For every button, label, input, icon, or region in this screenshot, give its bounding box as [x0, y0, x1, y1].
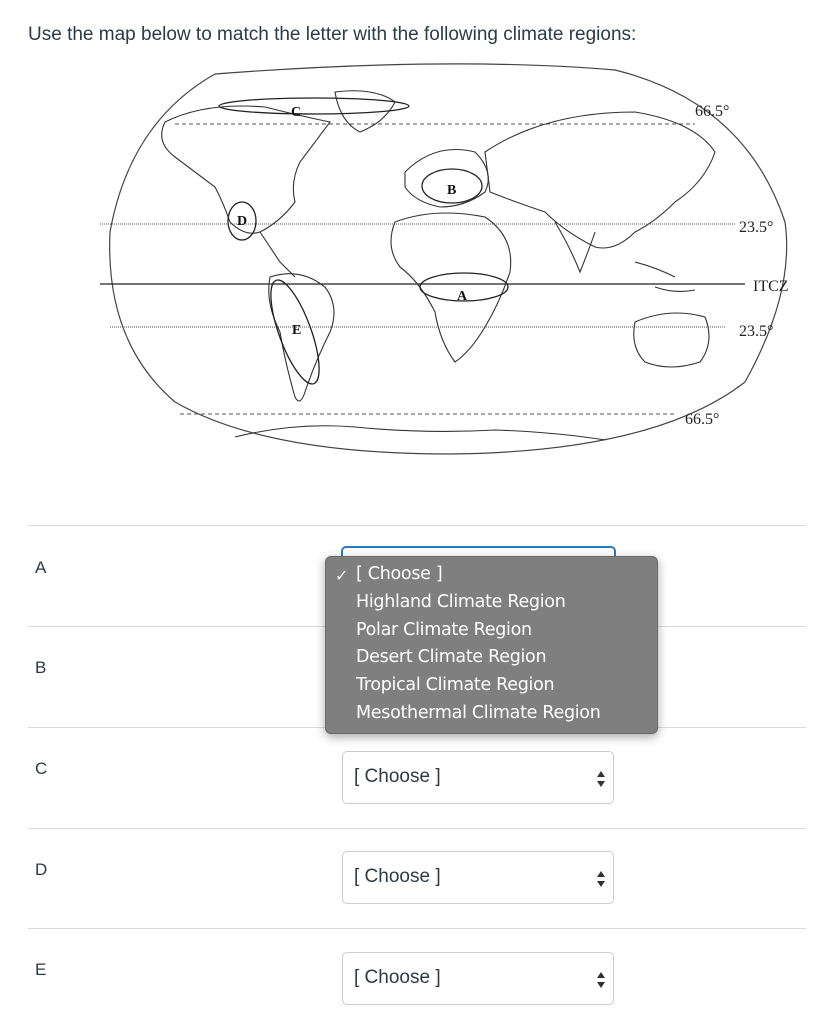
dropdown-option[interactable]: Desert Climate Region — [356, 647, 547, 667]
question-prompt: Use the map below to match the letter with the following climate regions: — [28, 24, 637, 45]
continents — [162, 91, 715, 440]
row-label-a: A — [35, 558, 47, 577]
world-map — [95, 62, 805, 470]
row-label-b: B — [35, 658, 47, 677]
row-divider — [28, 828, 806, 829]
region-letter-e: E — [292, 323, 302, 338]
row-divider — [28, 525, 806, 526]
label-capricorn: 23.5° — [739, 323, 774, 340]
select-arrows-icon — [595, 768, 607, 790]
select-d[interactable] — [342, 851, 614, 904]
region-letter-d: D — [237, 214, 248, 229]
select-d-value: [ Choose ] — [354, 866, 441, 887]
select-arrows-icon — [595, 868, 607, 890]
checkmark-icon: ✓ — [335, 566, 349, 585]
region-letter-a: A — [457, 289, 468, 304]
region-letter-b: B — [447, 183, 457, 198]
select-c-value: [ Choose ] — [354, 766, 441, 787]
region-letter-c: C — [291, 105, 302, 120]
select-c[interactable] — [342, 751, 614, 804]
select-e[interactable] — [342, 952, 614, 1005]
dropdown-option[interactable]: Highland Climate Region — [356, 592, 566, 612]
row-label-d: D — [35, 860, 48, 879]
row-label-c: C — [35, 759, 48, 778]
label-itcz: ITCZ — [753, 278, 789, 295]
select-e-value: [ Choose ] — [354, 967, 441, 988]
label-cancer: 23.5° — [739, 219, 774, 236]
dropdown-option[interactable]: [ Choose ] — [356, 564, 443, 584]
map-outline — [110, 64, 787, 454]
label-arctic: 66.5° — [695, 103, 730, 120]
row-label-e: E — [35, 960, 47, 979]
dropdown-option[interactable]: Tropical Climate Region — [356, 675, 555, 695]
select-a-dropdown-menu — [325, 556, 658, 734]
label-antarctic: 66.5° — [685, 411, 720, 428]
dropdown-option[interactable]: Polar Climate Region — [356, 620, 532, 640]
select-arrows-icon — [595, 969, 607, 991]
dropdown-option[interactable]: Mesothermal Climate Region — [356, 703, 601, 723]
row-divider — [28, 928, 806, 929]
